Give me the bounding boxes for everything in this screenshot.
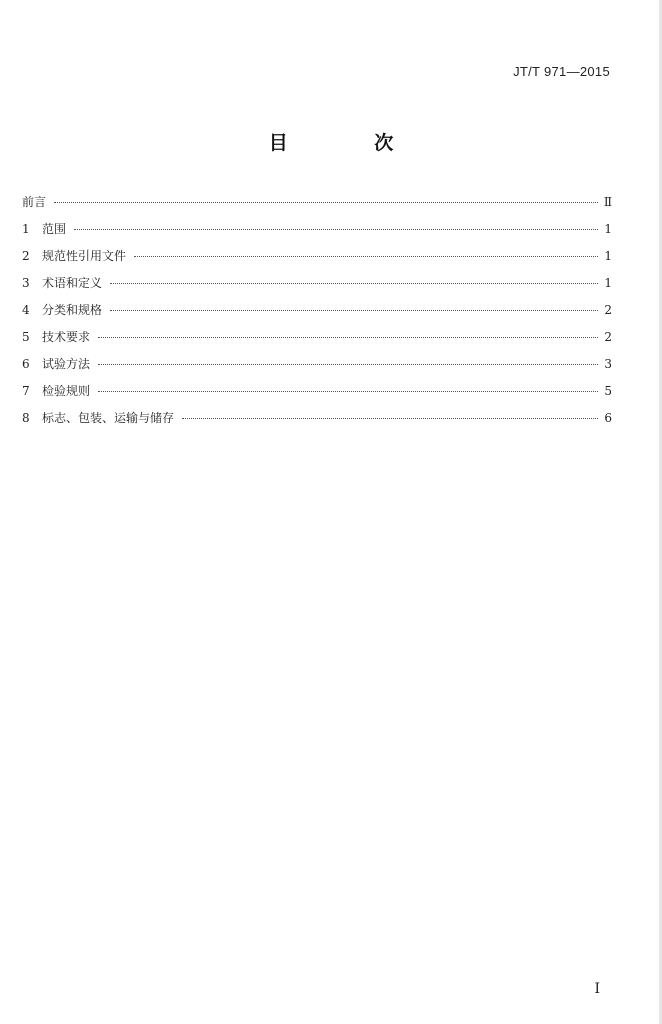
toc-entry-page: 5 bbox=[604, 384, 612, 398]
toc-entry-number: 2 bbox=[22, 249, 30, 263]
toc-entry-terms-definitions[interactable] bbox=[22, 274, 612, 301]
toc-entry-label: 分类和规格 bbox=[42, 303, 103, 317]
toc-entry-test-methods[interactable] bbox=[22, 355, 612, 382]
toc-leader-dots bbox=[98, 364, 598, 365]
toc-leader-dots bbox=[74, 229, 598, 230]
toc-leader-dots bbox=[110, 283, 598, 284]
toc-entry-number: 4 bbox=[22, 303, 30, 317]
toc-leader-dots bbox=[98, 391, 598, 392]
toc-entry-classification[interactable] bbox=[22, 301, 612, 328]
toc-entry-label: 标志、包装、运输与储存 bbox=[42, 411, 175, 425]
toc-entry-page: Ⅱ bbox=[603, 195, 612, 209]
table-of-contents bbox=[22, 193, 612, 436]
toc-entry-normative-references[interactable] bbox=[22, 247, 612, 274]
toc-entry-page: 6 bbox=[604, 411, 612, 425]
toc-leader-dots bbox=[54, 202, 598, 203]
toc-entry-label: 技术要求 bbox=[42, 330, 91, 344]
toc-entry-page: 3 bbox=[604, 357, 612, 371]
toc-leader-dots bbox=[110, 310, 598, 311]
toc-entry-number: 1 bbox=[22, 222, 30, 236]
toc-entry-page: 1 bbox=[604, 249, 612, 263]
toc-entry-label: 前言 bbox=[22, 195, 47, 209]
toc-entry-label: 范围 bbox=[42, 222, 67, 236]
toc-entry-scope[interactable] bbox=[22, 220, 612, 247]
toc-leader-dots bbox=[134, 256, 598, 257]
toc-entry-marking-packaging[interactable] bbox=[22, 409, 612, 436]
toc-entry-foreword[interactable] bbox=[22, 193, 612, 220]
page-title: 目 次 bbox=[268, 132, 434, 154]
toc-entry-label: 检验规则 bbox=[42, 384, 91, 398]
toc-entry-number: 5 bbox=[22, 330, 30, 344]
toc-entry-page: 1 bbox=[604, 222, 612, 236]
toc-entry-label: 试验方法 bbox=[42, 357, 91, 371]
toc-entry-page: 2 bbox=[604, 330, 612, 344]
toc-entry-label: 规范性引用文件 bbox=[42, 249, 127, 263]
toc-entry-inspection-rules[interactable] bbox=[22, 382, 612, 409]
standard-code: JT/T 971—2015 bbox=[513, 64, 610, 79]
toc-entry-number: 8 bbox=[22, 411, 30, 425]
toc-entry-number: 6 bbox=[22, 357, 30, 371]
toc-entry-label: 术语和定义 bbox=[42, 276, 103, 290]
toc-entry-number: 7 bbox=[22, 384, 30, 398]
toc-leader-dots bbox=[182, 418, 598, 419]
toc-entry-page: 2 bbox=[604, 303, 612, 317]
toc-entry-number: 3 bbox=[22, 276, 30, 290]
page-number: Ⅰ bbox=[594, 981, 600, 997]
toc-entry-page: 1 bbox=[604, 276, 612, 290]
toc-leader-dots bbox=[98, 337, 598, 338]
toc-entry-technical-requirements[interactable] bbox=[22, 328, 612, 355]
